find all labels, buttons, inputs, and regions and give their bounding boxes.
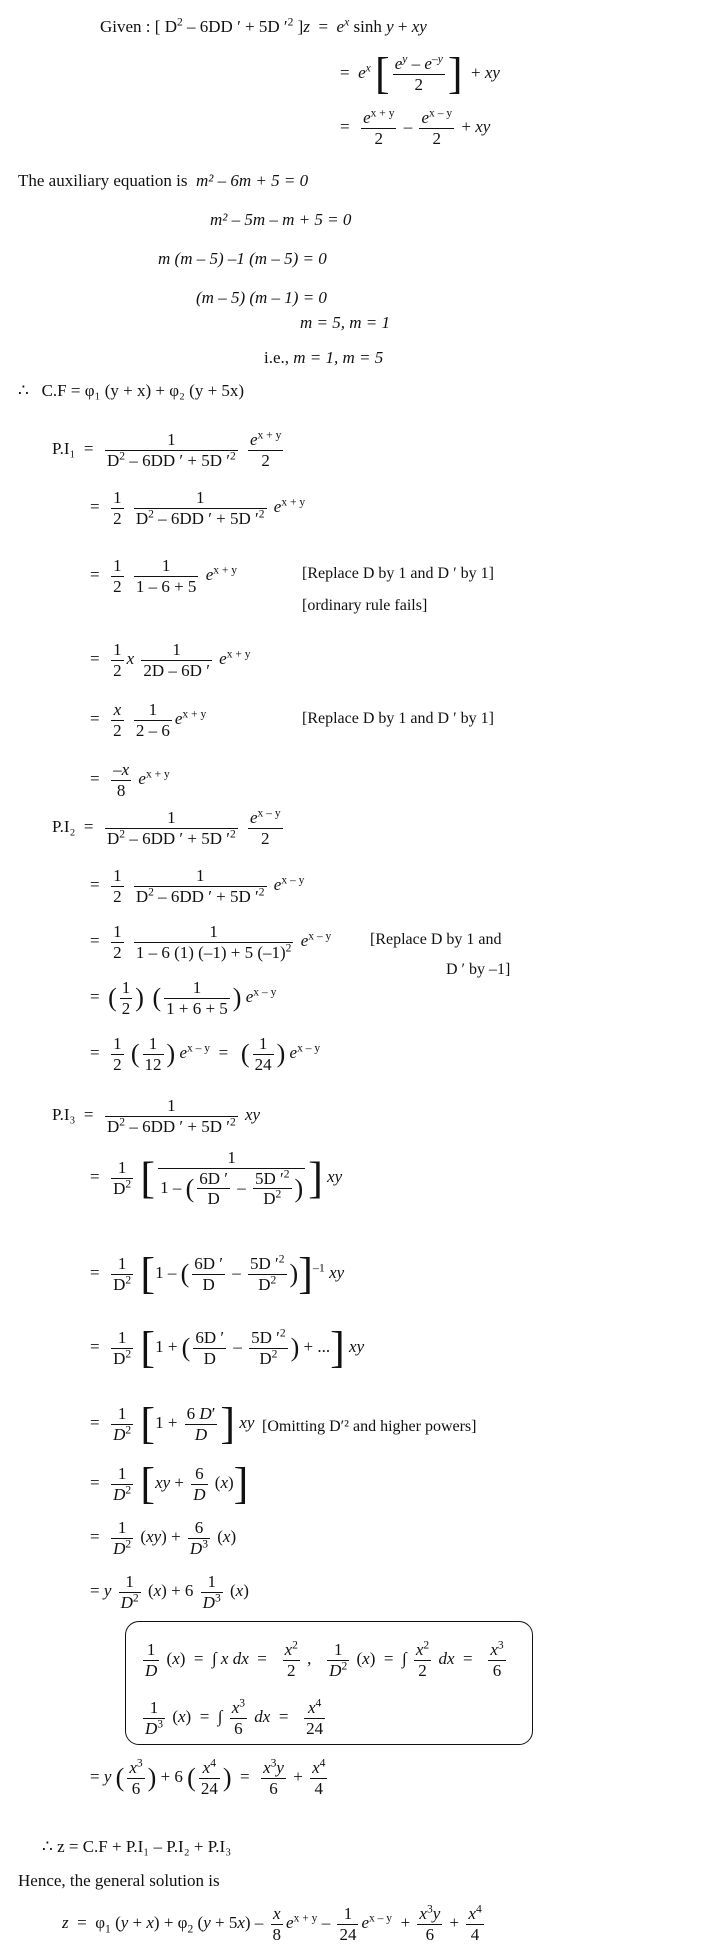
aux-eq-6-text: m = 1, m = 5 [293,348,384,367]
aux-eq-4: (m – 5) (m – 1) = 0 [196,288,327,307]
aux-eq-2: m² – 5m – m + 5 = 0 [210,210,352,229]
pi3-line-2: = $\frac{1}{D^2}$ [ 1 1 – ( $\frac{6D '}{D}$ – $\frac{5D '^2}{D^2}$ ) ] xy [90,1148,343,1209]
pi2-result: = $\frac{1}{2}$ ( $\frac{1}{12}$ ) $e^{x - y}$ = ( $\frac{1}{24}$ ) $e^{x - y}$ [90,1034,321,1074]
pi3-result: = y ( $\frac{x^3}{6}$ ) + 6 ( $\frac{x^4}{24}$ ) = $\frac{x^3y}{6}$ + $\frac{x^4}{4}$ [90,1756,326,1798]
pi3-line-7: = $\frac{1}{D^2}$ (xy) + $\frac{6}{D^3}$ (x) [90,1518,237,1558]
hence-line: Hence, the general solution is [18,1871,220,1890]
note-replace-3b: D ′ by –1] [446,961,511,978]
z-line: ∴ z = C.F + P.I₁ – P.I₂ + P.I₃ [42,1837,232,1856]
aux-eq-1: m² – 6m + 5 = 0 [196,171,309,190]
general-solution: $z = \varphi_1$ $(y + x) + \varphi_2$ (y + 5x) – $\frac{x}{8}$ $e^{x + y}$ – $\frac{1}{24}$ $e^{x - y}$ + $\frac{x^3y}{6}$ + $\frac{x^4}{4}$ [62,1902,482,1944]
note-omitting: [Omitting D′² and higher powers] [262,1418,477,1435]
ie-label: i.e., [264,348,290,367]
given-line: Given : [ $D^2 - 6DD$ ′ + 5D $'^2$ ]$z = e^x$ sinh y + xy [100,15,427,36]
aux-eq-3: m (m – 5) –1 (m – 5) = 0 [158,249,327,268]
note-replace-2: [Replace D by 1 and D ′ by 1] [302,710,494,727]
aux-label: The auxiliary equation is [18,171,188,190]
cf-line [18,382,244,399]
note-ordinary-rule: [ordinary rule fails] [302,597,428,614]
note-replace-3a: [Replace D by 1 and [370,931,502,948]
pi3-label: P.I₃ [52,1104,76,1124]
pi3-line-4: = $\frac{1}{D^2}$ [1 + ( $\frac{6D '}{D}$ – $\frac{5D '^2}{D^2}$ ) + ...] xy [90,1323,365,1372]
aux-eq-5: m = 5, m = 1 [300,313,390,332]
pi3-line-6: = $\frac{1}{D^2}$ [xy + $\frac{6}{D}$ (x)] [90,1459,249,1508]
pi1-line-1: P.I₁ = $\frac{1}{D^2 - 6DD ' + 5D '^2}$ $\frac{e^{x + y}}{2}$ [52,428,282,470]
pi3-line-5: = $\frac{1}{D^2}$ [1 + $\frac{6 D'}{D}$ ] xy [90,1399,255,1448]
pi2-line-4: = ( $\frac{1}{2}$ ) ( $\frac{1}{1 + 6 + 5}$ ) $e^{x - y}$ [90,978,277,1018]
pi1-line-2: = $\frac{1}{2}$ $\frac{1}{D^2 - 6DD ' + 5D '^2}$ $e^{x + y}$ [90,488,306,528]
given-line-2: = $e^x$ [ $\frac{e^y - e^{-y}}{2}$ ] + xy [340,49,500,98]
box-line-2: $\frac{1}{D^3}$ (x) = ∫ $\frac{x^3}{6}$ dx = $\frac{x^4}{24}$ [145,1696,324,1738]
pi1-line-3: = $\frac{1}{2}$ $\frac{1}{1 - 6 + 5}$ $e^{x + y}$ [90,556,238,596]
given-label: Given : [100,17,151,36]
pi2-line-1: P.I₂ = $\frac{1}{D^2 - 6DD ' + 5D '^2}$ $\frac{e^{x - y}}{2}$ [52,806,281,848]
pi1-label: P.I₁ [52,438,76,458]
pi2-label: P.I₂ [52,816,76,836]
given-line-3: = $\frac{e^{x + y}}{2}$ – $\frac{e^{x - y}}{2}$ + xy [340,106,491,148]
therefore-symbol: ∴ [18,381,29,400]
pi3-line-8: = y $\frac{1}{D^2}$ (x) + 6 $\frac{1}{D^3}$ (x) [90,1572,249,1612]
pi1-line-4: = $\frac{1}{2}$ x $\frac{1}{2D - 6D '}$ $e^{x + y}$ [90,640,251,680]
pi2-line-2: = $\frac{1}{2}$ $\frac{1}{D^2 - 6DD ' + 5D '^2}$ $e^{x - y}$ [90,866,305,906]
pi1-line-5: = $\frac{x}{2}$ $\frac{1}{2 - 6}$ $e^{x + y}$ [90,700,207,740]
cf-text: C.F = φ₁ (y + x) + φ₂ (y + 5x) [41,381,245,400]
note-replace-1: [Replace D by 1 and D ′ by 1] [302,565,494,582]
pi3-line-3: = $\frac{1}{D^2}$ [1 – ( $\frac{6D '}{D}$ – $\frac{5D '^2}{D^2}$ )]$^{-1}$ xy [90,1249,345,1298]
pi1-result: = $\frac{-x}{8}$ $e^{x + y}$ [90,760,170,800]
box-line-1: $\frac{1}{D}$ (x) = ∫ x dx = $\frac{x^2}{2}$ , $\frac{1}{D^2}$ (x) = ∫ $\frac{x^2}{2}$ dx = $\frac{x^3}{6}$ [145,1638,504,1680]
pi3-line-1: P.I₃ = $\frac{1}{D^2 - 6DD ' + 5D '^2}$ xy [52,1096,261,1136]
aux-eq-6 [264,349,383,366]
pi2-line-3: = $\frac{1}{2}$ $\frac{1}{1 - 6 (1) (-1) + 5 (-1)^2}$ $e^{x - y}$ [90,922,332,962]
